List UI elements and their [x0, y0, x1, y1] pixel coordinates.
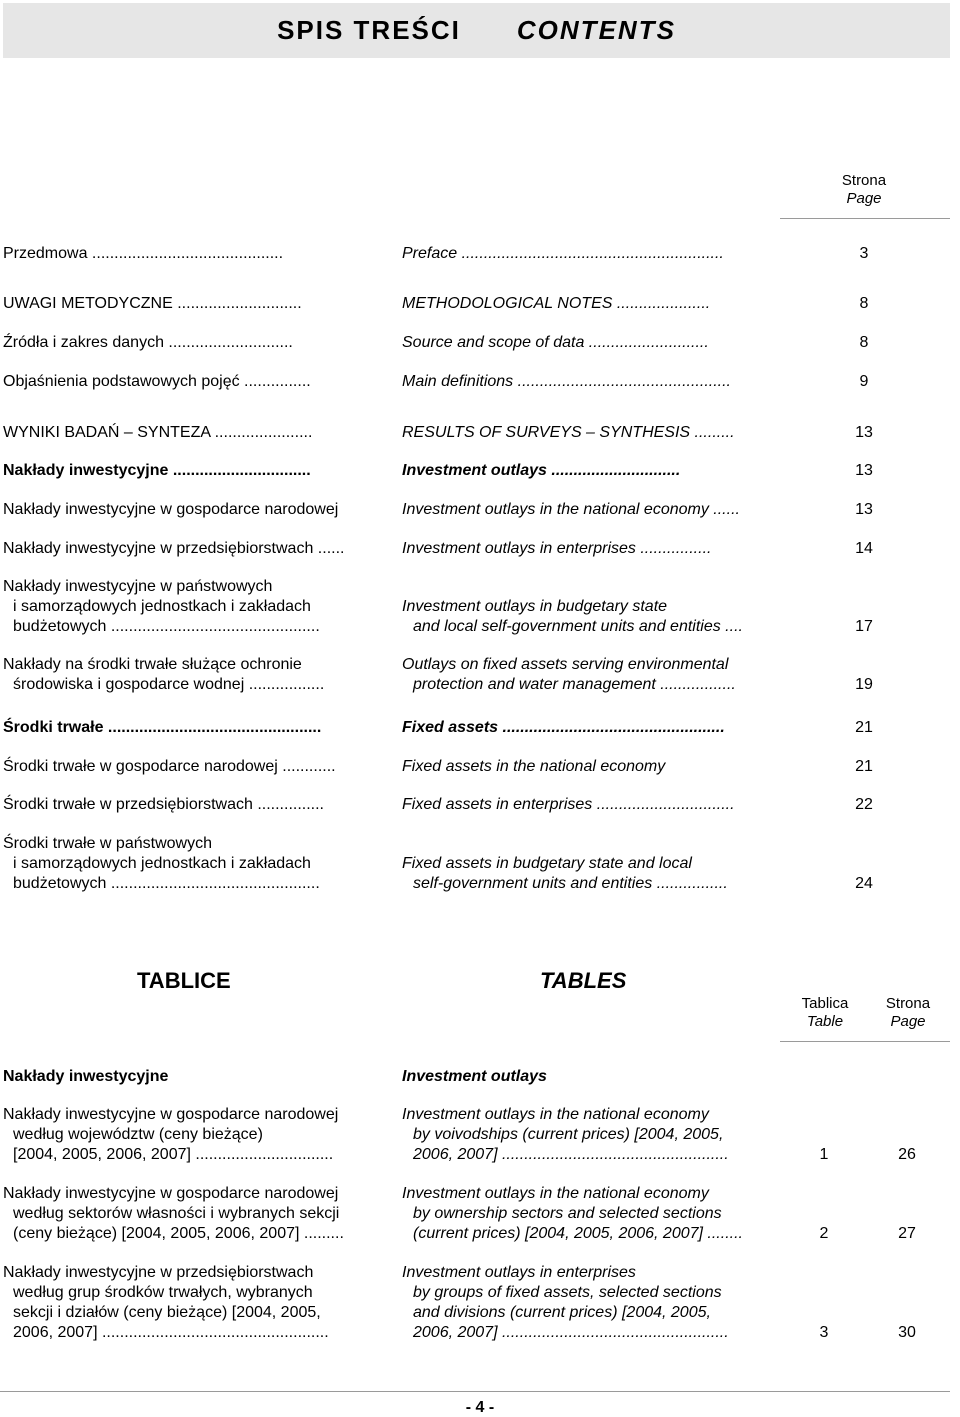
- column-label-pl: Tablica: [801, 995, 849, 1012]
- entry-title-en: protection and water management .................: [413, 676, 736, 693]
- contents-header-rule: [780, 218, 950, 219]
- tables-title-pl: TABLICE: [137, 968, 231, 993]
- entry-page-number: 13: [855, 501, 873, 518]
- table-title-en: by groups of fixed assets, selected sections: [413, 1284, 722, 1301]
- column-label-en: Page: [846, 190, 882, 207]
- entry-page-number: 13: [855, 462, 873, 479]
- table-page-number: 27: [898, 1225, 916, 1242]
- entry-title-pl: Nakłady inwestycyjne w państwowych: [3, 578, 273, 595]
- table-title-en: 2006, 2007] ...................................................: [413, 1146, 729, 1163]
- entry-title-pl: Nakłady na środki trwałe służące ochronie: [3, 656, 302, 673]
- tables-table-column-header: [795, 995, 855, 1031]
- table-title-en: by ownership sectors and selected sections: [413, 1205, 722, 1222]
- entry-title-pl: Nakłady inwestycyjne w gospodarce narodowej: [3, 501, 339, 518]
- entry-title-en: RESULTS OF SURVEYS – SYNTHESIS .........: [402, 424, 735, 441]
- entry-title-en: Outlays on fixed assets serving environmental: [402, 656, 729, 673]
- table-title-en: Investment outlays in enterprises: [402, 1264, 636, 1281]
- entry-page-number: 21: [855, 719, 873, 736]
- entry-title-en: Preface ...........................................................: [402, 245, 724, 262]
- entry-title-pl: i samorządowych jednostkach i zakładach: [13, 598, 311, 615]
- entry-page-number: 21: [855, 758, 873, 775]
- entry-title-en: Fixed assets in enterprises ...............................: [402, 796, 735, 813]
- table-title-pl: [2004, 2005, 2006, 2007] ...............................: [13, 1146, 334, 1163]
- entry-title-en: METHODOLOGICAL NOTES .....................: [402, 295, 711, 312]
- entry-title-en: Fixed assets in budgetary state and local: [402, 855, 692, 872]
- entry-page-number: 8: [859, 334, 869, 351]
- entry-page-number: 3: [859, 245, 869, 262]
- entry-title-pl: Środki trwałe w państwowych: [3, 835, 212, 852]
- entry-title-en: Investment outlays in the national economy ......: [402, 501, 740, 518]
- entry-page-number: 22: [855, 796, 873, 813]
- table-title-en: Investment outlays in the national economy: [402, 1106, 709, 1123]
- entry-title-en: Main definitions ................................................: [402, 373, 731, 390]
- table-title-pl: według sektorów własności i wybranych sekcji: [13, 1205, 340, 1222]
- entry-title-pl: Środki trwałe w przedsiębiorstwach ...............: [3, 796, 324, 813]
- entry-title-pl: środowiska i gospodarce wodnej .................: [13, 676, 325, 693]
- table-title-pl: sekcji i działów (ceny bieżące) [2004, 2005,: [13, 1304, 321, 1321]
- entry-page-number: 19: [855, 676, 873, 693]
- entry-title-en: Investment outlays in budgetary state: [402, 598, 668, 615]
- entry-page-number: 24: [855, 875, 873, 892]
- title-en: CONTENTS: [516, 15, 676, 45]
- entry-page-number: 13: [855, 424, 873, 441]
- entry-title-pl: Źródła i zakres danych ............................: [3, 334, 293, 351]
- page-title: [3, 15, 950, 46]
- page-number: - 4 -: [465, 1399, 495, 1416]
- entry-title-en: Investment outlays .............................: [402, 462, 681, 479]
- table-number: 3: [819, 1324, 829, 1341]
- table-title-pl: Nakłady inwestycyjne w przedsiębiorstwach: [3, 1264, 314, 1281]
- table-title-en: 2006, 2007] ...................................................: [413, 1324, 729, 1341]
- table-title-pl: Nakłady inwestycyjne w gospodarce narodowej: [3, 1185, 339, 1202]
- entry-title-pl: UWAGI METODYCZNE ............................: [3, 295, 302, 312]
- entry-title-pl: budżetowych ...............................................: [13, 618, 320, 635]
- entry-page-number: 17: [855, 618, 873, 635]
- table-title-en: and divisions (current prices) [2004, 2005,: [413, 1304, 711, 1321]
- table-title-pl: według województw (ceny bieżące): [13, 1126, 263, 1143]
- table-number: 2: [819, 1225, 829, 1242]
- table-title-en: Investment outlays in the national economy: [402, 1185, 709, 1202]
- entry-page-number: 14: [855, 540, 873, 557]
- entry-title-pl: budżetowych ...............................................: [13, 875, 320, 892]
- column-label-en: Page: [890, 1013, 926, 1030]
- column-label-en: Table: [806, 1013, 844, 1030]
- tables-title-en: TABLES: [540, 968, 627, 993]
- entry-title-pl: Objaśnienia podstawowych pojęć ...............: [3, 373, 311, 390]
- entry-title-pl: Środki trwałe ................................................: [3, 719, 322, 736]
- tables-header-rule: [780, 1041, 950, 1042]
- entry-title-pl: WYNIKI BADAŃ – SYNTEZA ......................: [3, 424, 313, 441]
- entry-title-pl: Środki trwałe w gospodarce narodowej ............: [3, 758, 336, 775]
- footer-rule: [0, 1391, 950, 1392]
- table-page-number: 30: [898, 1324, 916, 1341]
- contents-page-column-header: [832, 172, 896, 208]
- table-title-pl: 2006, 2007] ...................................................: [13, 1324, 329, 1341]
- entry-page-number: 8: [859, 295, 869, 312]
- column-label-pl: Strona: [841, 172, 887, 189]
- entry-page-number: 9: [859, 373, 869, 390]
- entry-title-en: Source and scope of data ...........................: [402, 334, 709, 351]
- entry-title-pl: Nakłady inwestycyjne ...............................: [3, 462, 311, 479]
- entry-title-pl: i samorządowych jednostkach i zakładach: [13, 855, 311, 872]
- table-title-en: by voivodships (current prices) [2004, 2005,: [413, 1126, 724, 1143]
- tables-page-column-header: [877, 995, 939, 1031]
- entry-title-pl: Nakłady inwestycyjne w przedsiębiorstwach ......: [3, 540, 345, 557]
- entry-title-en: Fixed assets in the national economy: [402, 758, 666, 775]
- table-number: 1: [819, 1146, 829, 1163]
- entry-title-en: Fixed assets ..................................................: [402, 719, 725, 736]
- table-title-en: (current prices) [2004, 2005, 2006, 2007] ........: [413, 1225, 743, 1242]
- entry-title-pl: Przedmowa ...........................................: [3, 245, 284, 262]
- title-pl: SPIS TREŚCI: [277, 15, 461, 45]
- table-title-pl: (ceny bieżące) [2004, 2005, 2006, 2007] .........: [13, 1225, 344, 1242]
- column-label-pl: Strona: [885, 995, 931, 1012]
- table-title-pl: Nakłady inwestycyjne w gospodarce narodowej: [3, 1106, 339, 1123]
- tables-group-heading-pl: Nakłady inwestycyjne: [3, 1068, 169, 1085]
- header-band: [3, 3, 950, 58]
- entry-title-en: and local self-government units and entities ....: [413, 618, 743, 635]
- tables-group-heading-en: Investment outlays: [402, 1068, 547, 1085]
- table-title-pl: według grup środków trwałych, wybranych: [13, 1284, 313, 1301]
- entry-title-en: self-government units and entities ................: [413, 875, 728, 892]
- entry-title-en: Investment outlays in enterprises ................: [402, 540, 712, 557]
- table-page-number: 26: [898, 1146, 916, 1163]
